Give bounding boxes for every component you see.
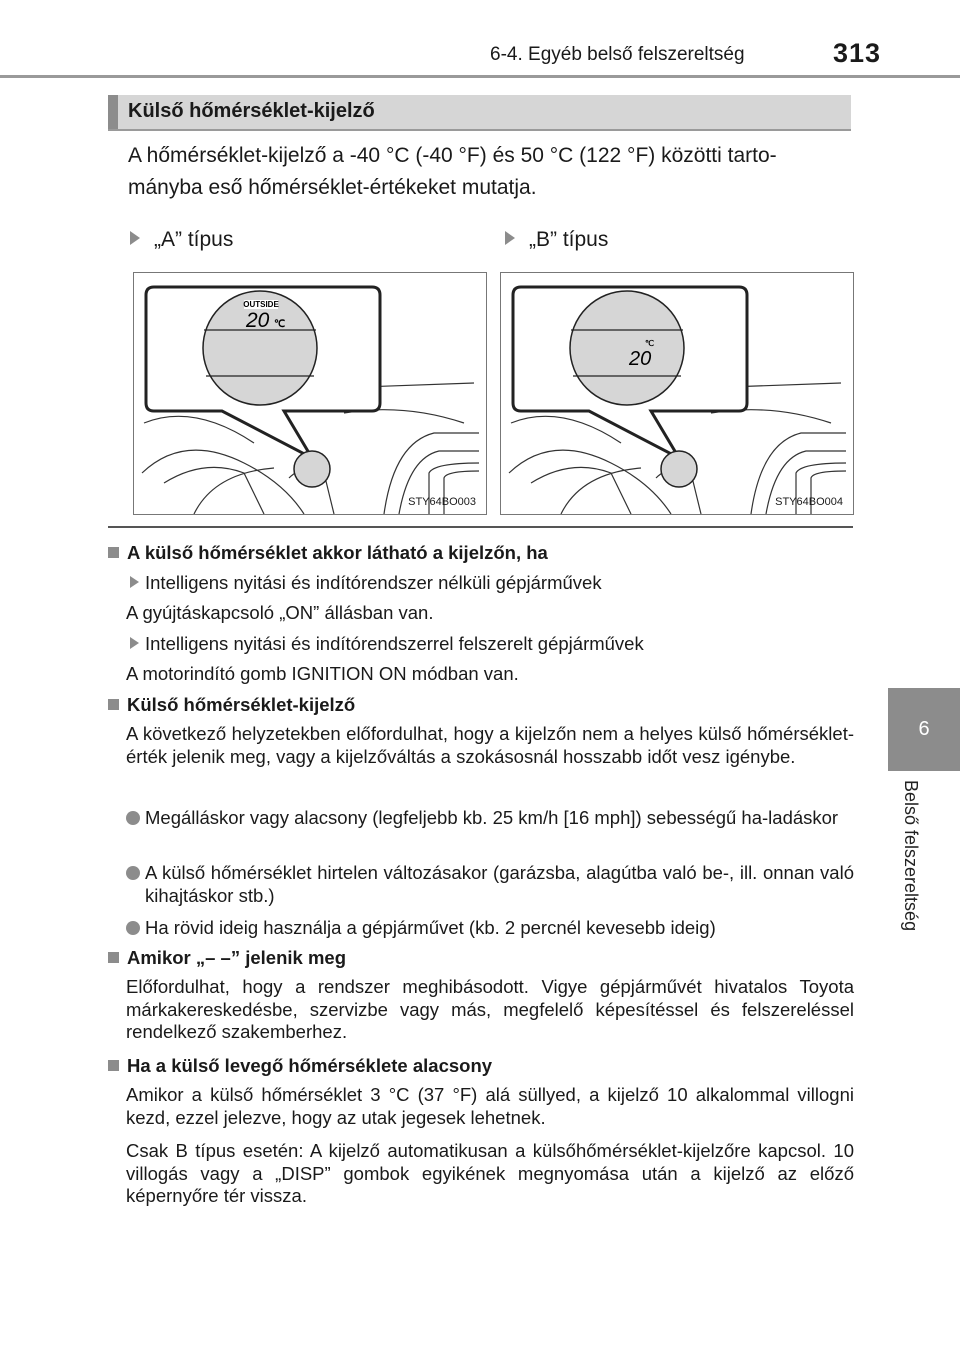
round-bullet-icon bbox=[126, 866, 140, 880]
display-unit-b: ℃ bbox=[645, 339, 654, 348]
round-bullet-icon bbox=[126, 921, 140, 935]
triangle-bullet-icon bbox=[130, 576, 139, 588]
type-a-label: „A” típus bbox=[154, 228, 234, 251]
note-text: Amikor a külső hőmérséklet 3 °C (37 °F) alá süllyed, a kijelző 10 alkalommal villogni kezd, ezzel jelezve, hogy az utak jegesek lehetnek. bbox=[126, 1084, 854, 1128]
note-heading-display bbox=[108, 694, 355, 716]
note-text: Csak B típus esetén: A kijelző automatikusan a külsőhőmérséklet-kijelzőre kapcsol. 10 villogás vagy a „DISP” gombok egyikének megnyomása után a kijelző az előző képernyőre tér vissza. bbox=[126, 1140, 854, 1206]
note-heading-text: Ha a külső levegő hőmérséklete alacsony bbox=[127, 1055, 493, 1076]
triangle-bullet-icon bbox=[505, 231, 515, 245]
figure-code-b: STY64BO004 bbox=[775, 496, 843, 508]
section-heading-marker bbox=[108, 95, 118, 129]
display-value-a: 20 bbox=[246, 309, 270, 332]
note-text: Előfordulhat, hogy a rendszer meghibásodott. Vigye gépjárművét hivatalos Toyota márkakereskedésbe, szervizbe vagy más, megfelelő képesítéssel és felszereléssel rendelkező szakemberhez. bbox=[126, 976, 854, 1042]
figure-type-b bbox=[500, 272, 854, 515]
display-value-b: 20 bbox=[629, 348, 652, 370]
note-text: A motorindító gomb IGNITION ON módban van. bbox=[126, 663, 519, 684]
triangle-bullet-icon bbox=[130, 637, 139, 649]
figure-type-a bbox=[133, 272, 487, 515]
chapter-title-vertical bbox=[890, 780, 930, 980]
triangle-bullet-icon bbox=[130, 231, 140, 245]
square-bullet-icon bbox=[108, 1060, 119, 1071]
intro-line-1: A hőmérséklet-kijelző a -40 °C (-40 °F) és 50 °C (122 °F) közötti tarto- bbox=[128, 144, 777, 167]
section-intro bbox=[128, 140, 858, 204]
sub-label: Intelligens nyitási és indítórendszerrel felszerelt gépjárművek bbox=[145, 633, 644, 654]
type-b-label: „B” típus bbox=[529, 228, 609, 251]
page-number: 313 bbox=[833, 38, 882, 68]
square-bullet-icon bbox=[108, 699, 119, 710]
intro-line-2: mányba eső hőmérséklet-értékeket mutatja. bbox=[128, 176, 537, 199]
square-bullet-icon bbox=[108, 547, 119, 558]
note-sub-without-smart-key bbox=[130, 572, 602, 594]
note-heading-text: A külső hőmérséklet akkor látható a kijelzőn, ha bbox=[127, 542, 548, 563]
note-text: A gyújtáskapcsoló „ON” állásban van. bbox=[126, 602, 434, 623]
figure-divider bbox=[108, 526, 853, 528]
sub-label: Intelligens nyitási és indítórendszer nélküli gépjárművek bbox=[145, 572, 602, 593]
round-bullet-icon bbox=[126, 811, 140, 825]
square-bullet-icon bbox=[108, 952, 119, 963]
note-heading-text: Külső hőmérséklet-kijelző bbox=[127, 694, 356, 715]
dashboard-illustration-b bbox=[501, 273, 853, 514]
note-heading-dashes bbox=[108, 947, 346, 969]
header-section-title: 6-4. Egyéb belső felszereltség bbox=[490, 44, 745, 65]
note-heading-low-temp bbox=[108, 1055, 492, 1077]
list-item: Ha rövid ideig használja a gépjárművet (kb. 2 percnél kevesebb ideig) bbox=[126, 917, 854, 940]
chapter-tab bbox=[888, 688, 960, 771]
list-item: A külső hőmérséklet hirtelen változásakor (garázsba, alagútba való be-, ill. onnan való kihajtáskor stb.) bbox=[126, 862, 854, 907]
list-item: Megálláskor vagy alacsony (legfeljebb kb. 25 km/h [16 mph]) sebességű ha-ladáskor bbox=[126, 807, 854, 830]
type-b-label-row bbox=[505, 228, 608, 252]
figure-code-a: STY64BO003 bbox=[408, 496, 476, 508]
note-sub-with-smart-key bbox=[130, 633, 644, 655]
type-a-label-row bbox=[130, 228, 233, 252]
note-text: A következő helyzetekben előfordulhat, hogy a kijelzőn nem a helyes külső hőmérséklet-érték jelenik meg, vagy a kijelzőváltás a szokásosnál hosszabb időt vesz igénybe. bbox=[126, 723, 854, 767]
display-unit-a: ℃ bbox=[274, 319, 286, 330]
chapter-number: 6 bbox=[918, 718, 930, 740]
note-heading-visibility bbox=[108, 542, 548, 564]
section-heading-bar bbox=[108, 95, 851, 131]
header-divider bbox=[0, 75, 960, 78]
chapter-title: Belső felszereltség bbox=[901, 780, 921, 932]
display-caption-outside: OUTSIDE bbox=[243, 300, 279, 309]
section-heading-title: Külső hőmérséklet-kijelző bbox=[128, 100, 375, 122]
dashboard-illustration-a bbox=[134, 273, 486, 514]
note-heading-text: Amikor „– –” jelenik meg bbox=[127, 947, 347, 968]
